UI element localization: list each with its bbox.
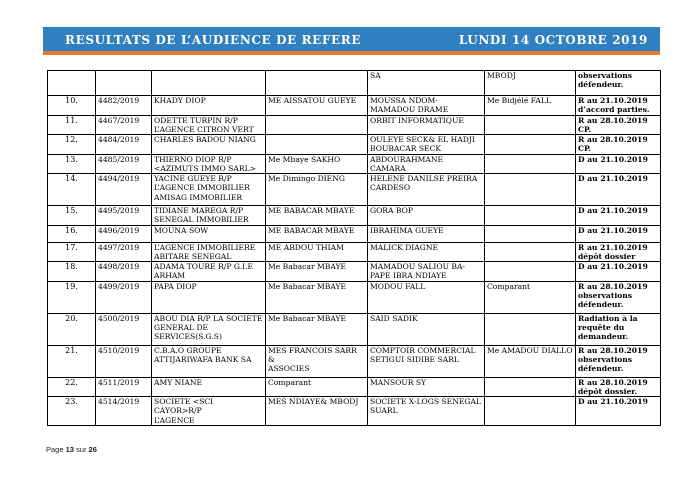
page-of-label: sur [73, 445, 89, 454]
decision-cell: R au 21.10.2019 dépôt dossier [576, 242, 661, 262]
plaintiff-cell: AMY NIANE [152, 377, 266, 397]
defendant-counsel-cell [485, 313, 576, 345]
decision-cell: D au 21.10.2019 [576, 397, 661, 426]
table-row [48, 345, 661, 377]
case-number-cell: 23. [48, 397, 96, 426]
defendant-counsel-cell [485, 115, 576, 135]
defendant-cell: MALICK DIAGNE [368, 242, 485, 262]
plaintiff-counsel-cell: MES FRANCOIS SARR & ASSOCIES [266, 345, 368, 377]
defendant-cell: ORBIT INFORMATIQUE [368, 115, 485, 135]
defendant-counsel-cell [485, 397, 576, 426]
plaintiff-counsel-cell [266, 71, 368, 96]
case-number-cell: 13. [48, 154, 96, 174]
plaintiff-cell: ODETTE TURPIN R/P L’AGENCE CITRON VERT [152, 115, 266, 135]
table-row [48, 262, 661, 282]
case-number-cell: 10. [48, 96, 96, 116]
plaintiff-counsel-cell: MES NDIAYE& MBODJ [266, 397, 368, 426]
case-number-cell: 17. [48, 242, 96, 262]
page-footer [46, 445, 97, 454]
defendant-cell: SA [368, 71, 485, 96]
docket-number-cell: 4510/2019 [96, 345, 152, 377]
case-number-cell: 20. [48, 313, 96, 345]
case-number-cell: 21. [48, 345, 96, 377]
docket-number-cell: 4498/2019 [96, 262, 152, 282]
plaintiff-cell: ADAMA TOURE R/P G.I.E ARHAM [152, 262, 266, 282]
plaintiff-cell: MOUNA SOW [152, 225, 266, 242]
defendant-cell: MAMADOU SALIOU BA- PAPE IBRA NDIAYE [368, 262, 485, 282]
decision-cell: R au 28.10.2019 CP. [576, 135, 661, 155]
docket-number-cell: 4495/2019 [96, 206, 152, 226]
table-row [48, 174, 661, 206]
defendant-cell: MODOU FALL [368, 281, 485, 313]
plaintiff-counsel-cell: ME BABACAR MBAYE [266, 225, 368, 242]
table-row [48, 206, 661, 226]
docket-number-cell: 4494/2019 [96, 174, 152, 206]
table-row [48, 154, 661, 174]
hearing-date: LUNDI 14 OCTOBRE 2019 [458, 33, 648, 47]
table-row [48, 96, 661, 116]
table-row [48, 135, 661, 155]
case-number-cell [48, 71, 96, 96]
table-row [48, 242, 661, 262]
plaintiff-counsel-cell: Me Babacar MBAYE [266, 262, 368, 282]
plaintiff-cell: ABOU DIA R/P LA SOCIETE GENERAL DE SERVICES(S.G.S) [152, 313, 266, 345]
table-row [48, 397, 661, 426]
defendant-counsel-cell [485, 242, 576, 262]
plaintiff-cell: KHADY DIOP [152, 96, 266, 116]
plaintiff-counsel-cell [266, 115, 368, 135]
case-number-cell: 14. [48, 174, 96, 206]
decision-cell: D au 21.10.2019 [576, 206, 661, 226]
defendant-cell: MOUSSA NDOM- MAMADOU DRAME [368, 96, 485, 116]
case-number-cell: 19. [48, 281, 96, 313]
defendant-counsel-cell [485, 174, 576, 206]
defendant-counsel-cell [485, 206, 576, 226]
case-number-cell: 12. [48, 135, 96, 155]
table-row [48, 281, 661, 313]
plaintiff-counsel-cell: Me Babacar MBAYE [266, 313, 368, 345]
defendant-cell: OULEYE SECK& EL HADJI BOUBACAR SECK [368, 135, 485, 155]
table-row [48, 313, 661, 345]
case-number-cell: 18. [48, 262, 96, 282]
defendant-cell: SAID SADIK [368, 313, 485, 345]
plaintiff-cell: C.B.A.O GROUPE ATTIJARIWAFA BANK SA [152, 345, 266, 377]
decision-cell: R au 28.10.2019 observations défendeur. [576, 281, 661, 313]
plaintiff-counsel-cell: Me Mbaye SAKHO [266, 154, 368, 174]
header-banner [43, 27, 660, 55]
plaintiff-counsel-cell: Comparant [266, 377, 368, 397]
defendant-counsel-cell [485, 225, 576, 242]
defendant-counsel-cell [485, 262, 576, 282]
page-current: 13 [65, 445, 74, 454]
docket-number-cell: 4482/2019 [96, 96, 152, 116]
docket-number-cell: 4499/2019 [96, 281, 152, 313]
decision-cell: observations défendeur. [576, 71, 661, 96]
decision-cell: D au 21.10.2019 [576, 174, 661, 206]
defendant-counsel-cell [485, 135, 576, 155]
plaintiff-cell: L’AGENCE IMMOBILIERE ABITARE SENEGAL [152, 242, 266, 262]
defendant-counsel-cell [485, 154, 576, 174]
docket-number-cell: 4485/2019 [96, 154, 152, 174]
decision-cell: R au 28.10.2019 dépôt dossier. [576, 377, 661, 397]
docket-number-cell: 4497/2019 [96, 242, 152, 262]
decision-cell: R au 28.10.2019 CP. [576, 115, 661, 135]
defendant-counsel-cell [485, 377, 576, 397]
defendant-cell: ABDOURAHMANE CAMARA [368, 154, 485, 174]
defendant-counsel-cell: Comparant [485, 281, 576, 313]
case-number-cell: 15. [48, 206, 96, 226]
plaintiff-counsel-cell: ME BABACAR MBAYE [266, 206, 368, 226]
case-number-cell: 22. [48, 377, 96, 397]
docket-number-cell [96, 71, 152, 96]
plaintiff-cell [152, 71, 266, 96]
plaintiff-counsel-cell [266, 135, 368, 155]
docket-number-cell: 4500/2019 [96, 313, 152, 345]
decision-cell: D au 21.10.2019 [576, 154, 661, 174]
results-table-body [48, 71, 661, 426]
plaintiff-cell: CHARLES BADOU NIANG [152, 135, 266, 155]
plaintiff-cell: SOCIETE <SCI CAYOR>R/P L’AGENCE [152, 397, 266, 426]
defendant-counsel-cell: Me Bidjélé FALL [485, 96, 576, 116]
plaintiff-cell: PAPA DIOP [152, 281, 266, 313]
docket-number-cell: 4514/2019 [96, 397, 152, 426]
docket-number-cell: 4484/2019 [96, 135, 152, 155]
docket-number-cell: 4467/2019 [96, 115, 152, 135]
decision-cell: Radiation à la requête du demandeur. [576, 313, 661, 345]
plaintiff-cell: TIDIANE MAREGA R/P SENEGAL IMMOBILIER [152, 206, 266, 226]
page-title: RESULTATS DE L’AUDIENCE DE REFERE [65, 33, 362, 47]
table-row [48, 71, 661, 96]
docket-number-cell: 4511/2019 [96, 377, 152, 397]
plaintiff-counsel-cell: Me Babacar MBAYE [266, 281, 368, 313]
table-row [48, 115, 661, 135]
plaintiff-counsel-cell: ME AISSATOU GUEYE [266, 96, 368, 116]
case-number-cell: 16. [48, 225, 96, 242]
defendant-counsel-cell: Me AMADOU DIALLO [485, 345, 576, 377]
defendant-cell: IBRAHIMA GUEYE [368, 225, 485, 242]
decision-cell: R au 28.10.2019 observations défendeur. [576, 345, 661, 377]
defendant-counsel-cell: MBODJ [485, 71, 576, 96]
plaintiff-counsel-cell: Me Dimingo DIENG [266, 174, 368, 206]
results-table [47, 70, 661, 426]
decision-cell: R au 21.10.2019 d’accord parties. [576, 96, 661, 116]
page-label: Page [46, 445, 66, 454]
table-row [48, 377, 661, 397]
defendant-cell: GORA BOP [368, 206, 485, 226]
decision-cell: D au 21.10.2019 [576, 262, 661, 282]
defendant-cell: SOCIETE X-LOGS SENEGAL SUARL [368, 397, 485, 426]
defendant-cell: MANSOUR SY [368, 377, 485, 397]
defendant-cell: HELENE DANILSE PREIRA CARDESO [368, 174, 485, 206]
table-row [48, 225, 661, 242]
docket-number-cell: 4496/2019 [96, 225, 152, 242]
case-number-cell: 11. [48, 115, 96, 135]
decision-cell: D au 21.10.2019 [576, 225, 661, 242]
plaintiff-cell: YACINE GUEYE R/P L’AGENCE IMMOBILIER AMISAG IMMOBILIER [152, 174, 266, 206]
page-total: 26 [88, 445, 97, 454]
plaintiff-counsel-cell: ME ABDOU THIAM [266, 242, 368, 262]
defendant-cell: COMPTOIR COMMERCIAL SETIGUI SIDIBE SARL [368, 345, 485, 377]
plaintiff-cell: THIERNO DIOP R/P <AZIMUTS IMMO SARL> [152, 154, 266, 174]
